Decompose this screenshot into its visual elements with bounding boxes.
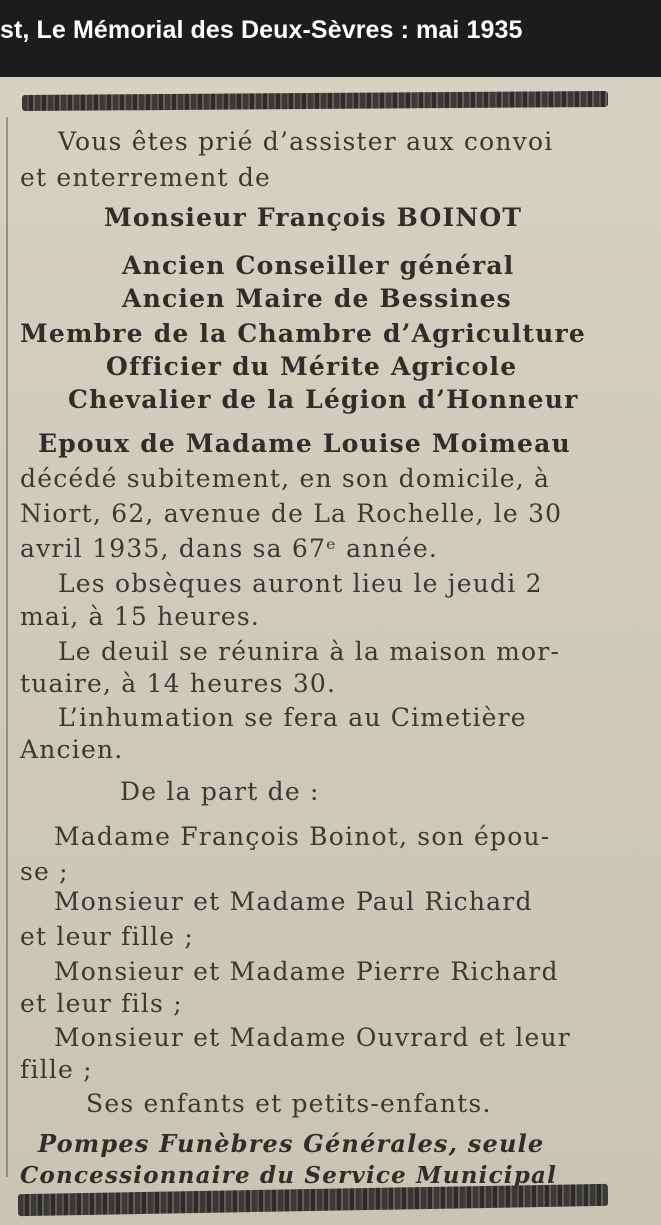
notice-line: tuaire, à 14 heures 30. xyxy=(20,669,337,698)
funeral-home-line: Pompes Funèbres Générales, seule xyxy=(38,1129,545,1158)
document-title: st, Le Mémorial des Deux-Sèvres : mai 1935 xyxy=(0,16,523,44)
notice-line: Le deuil se réunira à la maison mor- xyxy=(58,637,561,666)
notice-line: décédé subitement, en son domicile, à xyxy=(20,464,551,493)
notice-line: avril 1935, dans sa 67ᵉ année. xyxy=(20,534,438,563)
title-line: Membre de la Chambre d’Agriculture xyxy=(20,319,586,348)
notice-line: Ancien. xyxy=(20,735,124,764)
notice-line: L’inhumation se fera au Cimetière xyxy=(58,703,527,732)
column-border-line xyxy=(6,117,8,1177)
title-line: Chevalier de la Légion d’Honneur xyxy=(68,385,579,414)
notice-line: Les obsèques auront lieu le jeudi 2 xyxy=(58,569,543,598)
deceased-name: Monsieur François BOINOT xyxy=(104,203,523,232)
notice-line: et enterrement de xyxy=(20,163,272,192)
notice-line: Madame François Boinot, son épou- xyxy=(54,822,551,851)
top-ornamental-rule xyxy=(22,91,608,111)
title-line: Ancien Maire de Bessines xyxy=(122,284,512,313)
notice-line: et leur fils ; xyxy=(20,989,183,1018)
notice-line: Monsieur et Madame Ouvrard et leur xyxy=(54,1023,571,1052)
notice-line: mai, à 15 heures. xyxy=(20,602,261,631)
notice-line: se ; xyxy=(20,857,69,886)
notice-line: De la part de : xyxy=(120,777,320,806)
title-bar xyxy=(0,0,661,77)
title-line: Officier du Mérite Agricole xyxy=(106,352,518,381)
notice-line: Vous êtes prié d’assister aux convoi xyxy=(58,127,554,156)
notice-line: Ses enfants et petits-enfants. xyxy=(86,1089,492,1118)
notice-line: Monsieur et Madame Pierre Richard xyxy=(54,957,559,986)
notice-line: et leur fille ; xyxy=(20,922,194,951)
newspaper-clipping xyxy=(0,77,661,1225)
spouse-line: Epoux de Madame Louise Moimeau xyxy=(38,429,571,458)
notice-line: Monsieur et Madame Paul Richard xyxy=(54,887,533,916)
notice-line: fille ; xyxy=(20,1055,93,1084)
title-line: Ancien Conseiller général xyxy=(122,251,515,280)
notice-line: Niort, 62, avenue de La Rochelle, le 30 xyxy=(20,499,563,528)
funeral-home-line: Concessionnaire du Service Municipal xyxy=(20,1162,558,1189)
